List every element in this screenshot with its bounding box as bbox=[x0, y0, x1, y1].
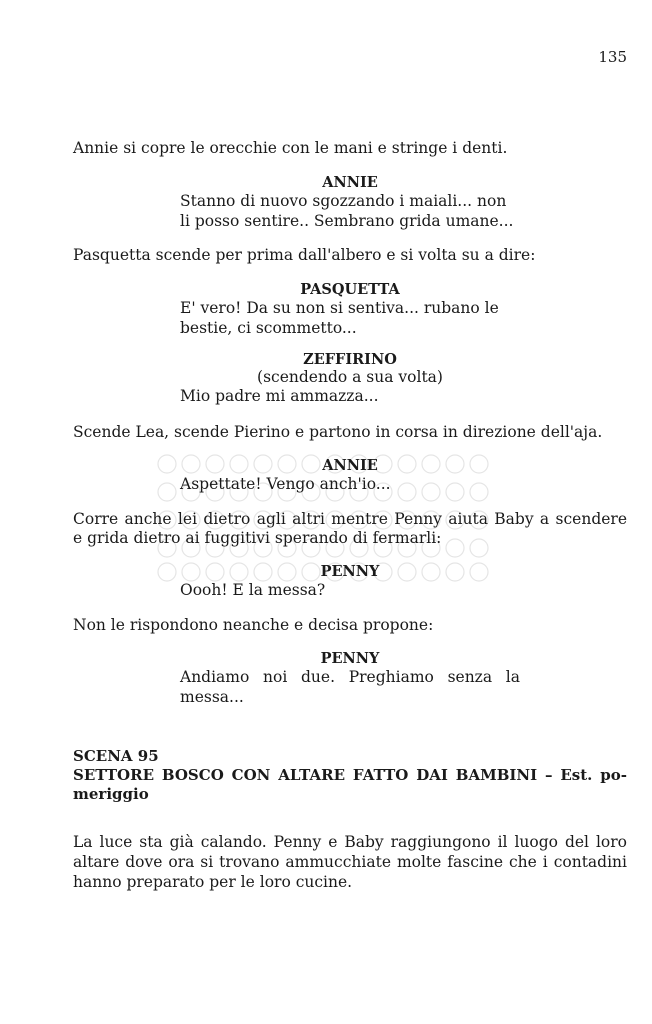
dialogue-line: Aspettate! Vengo anch'io... bbox=[180, 475, 391, 493]
dialogue-line: Mio padre mi ammazza... bbox=[180, 387, 379, 405]
scene-heading: SETTORE BOSCO CON ALTARE FATTO DAI BAMBINI – Est. po- bbox=[73, 766, 627, 784]
character-name: PASQUETTA bbox=[300, 281, 400, 298]
dialogue-line: E' vero! Da su non si sentiva... rubano le bbox=[180, 299, 499, 317]
dialogue-line: bestie, ci scommetto... bbox=[180, 319, 357, 337]
character-name: ZEFFIRINO bbox=[303, 351, 397, 368]
character-name: PENNY bbox=[320, 563, 380, 580]
dialogue-line: Andiamo noi due. Preghiamo senza la bbox=[180, 668, 520, 686]
action-line: Pasquetta scende per prima dall'albero e si volta su a dire: bbox=[73, 246, 536, 264]
character-name: PENNY bbox=[320, 650, 380, 667]
page-number: 135 bbox=[598, 48, 627, 66]
action-line: Non le rispondono neanche e decisa propone: bbox=[73, 616, 434, 634]
character-name: ANNIE bbox=[322, 174, 378, 191]
action-line: Corre anche lei dietro agli altri mentre Penny aiuta Baby a scendere bbox=[73, 510, 627, 528]
dialogue-line: Stanno di nuovo sgozzando i maiali... non bbox=[180, 192, 507, 210]
dialogue-line: Oooh! E la messa? bbox=[180, 581, 326, 599]
action-line: Annie si copre le orecchie con le mani e stringe i denti. bbox=[73, 139, 508, 157]
action-line: hanno preparato per le loro cucine. bbox=[73, 873, 353, 891]
dialogue-line: li posso sentire.. Sembrano grida umane... bbox=[180, 212, 514, 230]
action-line: altare dove ora si trovano ammucchiate molte fascine che i contadini bbox=[73, 853, 627, 871]
action-line: e grida dietro ai fuggitivi sperando di fermarli: bbox=[73, 529, 442, 547]
parenthetical: (scendendo a sua volta) bbox=[257, 368, 443, 386]
character-name: ANNIE bbox=[322, 457, 378, 474]
action-line: La luce sta già calando. Penny e Baby raggiungono il luogo del loro bbox=[73, 833, 627, 851]
action-line: Scende Lea, scende Pierino e partono in corsa in direzione dell'aja. bbox=[73, 423, 603, 441]
scene-heading: meriggio bbox=[73, 785, 149, 803]
scene-number: SCENA 95 bbox=[73, 747, 159, 765]
dialogue-line: messa... bbox=[180, 688, 244, 706]
